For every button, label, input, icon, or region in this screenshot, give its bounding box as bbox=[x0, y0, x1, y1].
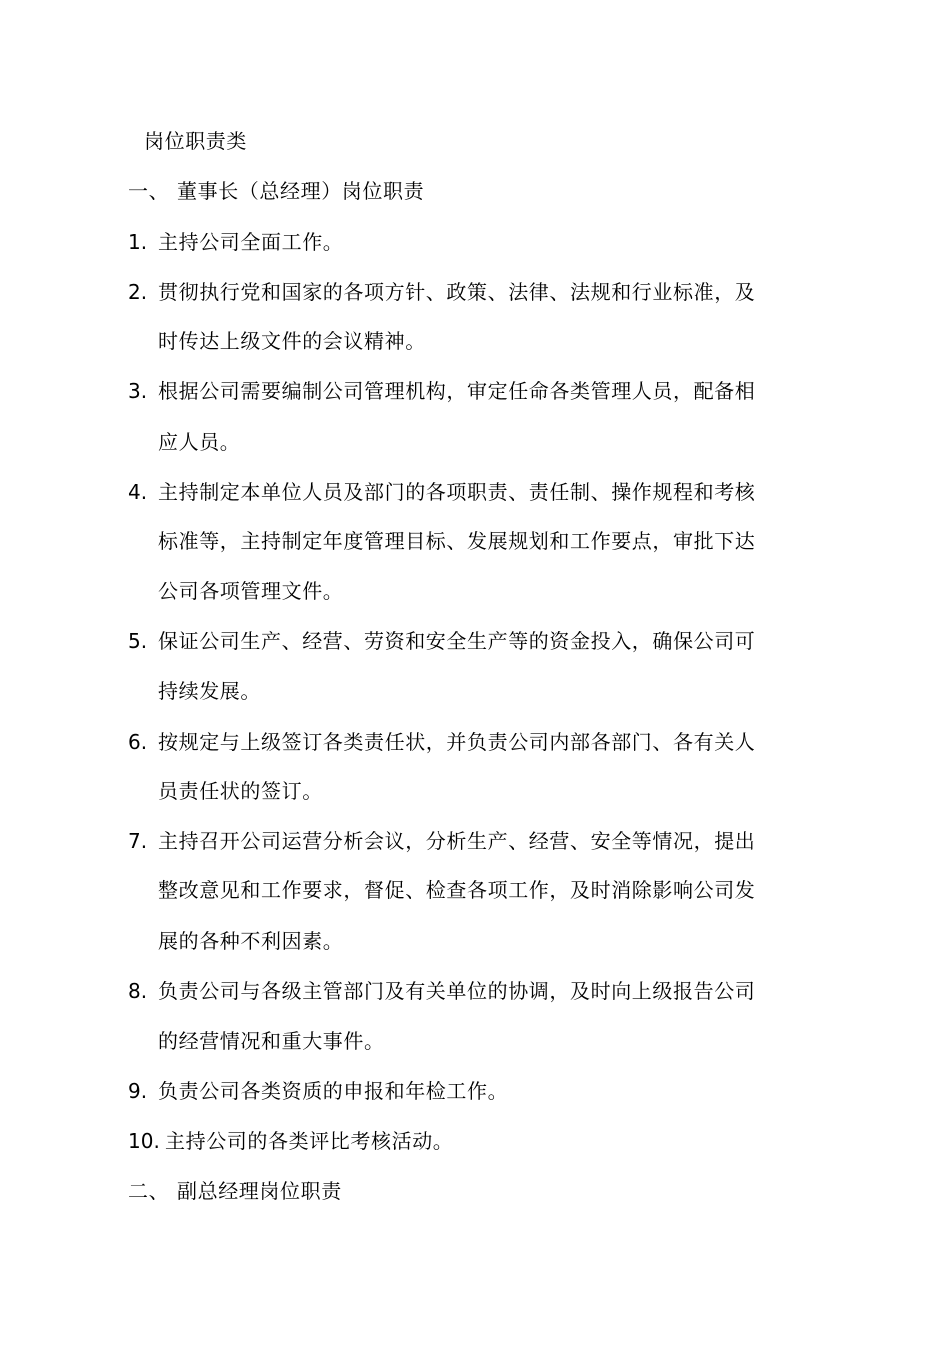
item-8-number: 8. bbox=[128, 979, 148, 1003]
item-6-number: 6. bbox=[128, 730, 148, 754]
item-4-text-line-3: 公司各项管理文件。 bbox=[158, 579, 344, 603]
item-9-number: 9. bbox=[128, 1079, 148, 1103]
item-10-number: 10. bbox=[128, 1129, 160, 1153]
document-title: 岗位职责类 bbox=[144, 129, 247, 153]
item-4-text-line-1: 主持制定本单位人员及部门的各项职责、责任制、操作规程和考核 bbox=[158, 480, 756, 504]
item-7-text-line-1: 主持召开公司运营分析会议，分析生产、经营、安全等情况，提出 bbox=[158, 829, 756, 853]
section-1-title: 董事长（总经理）岗位职责 bbox=[177, 179, 425, 203]
item-1-number: 1. bbox=[128, 230, 148, 254]
item-1-text: 主持公司全面工作。 bbox=[158, 230, 344, 254]
item-10-text: 主持公司的各类评比考核活动。 bbox=[165, 1129, 454, 1153]
item-5-text-line-1: 保证公司生产、经营、劳资和安全生产等的资金投入，确保公司可 bbox=[158, 629, 756, 653]
item-7-text-line-3: 展的各种不利因素。 bbox=[158, 929, 344, 953]
item-4-text-line-2: 标准等，主持制定年度管理目标、发展规划和工作要点，审批下达 bbox=[158, 529, 756, 553]
item-2-text-line-1: 贯彻执行党和国家的各项方针、政策、法律、法规和行业标准，及 bbox=[158, 280, 756, 304]
item-3-number: 3. bbox=[128, 379, 148, 403]
item-5-text-line-2: 持续发展。 bbox=[158, 679, 261, 703]
item-4-number: 4. bbox=[128, 480, 148, 504]
item-7-number: 7. bbox=[128, 829, 148, 853]
item-2-number: 2. bbox=[128, 280, 148, 304]
item-3-text-line-2: 应人员。 bbox=[158, 430, 241, 454]
item-2-text-line-2: 时传达上级文件的会议精神。 bbox=[158, 329, 426, 353]
item-3-text-line-1: 根据公司需要编制公司管理机构，审定任命各类管理人员，配备相 bbox=[158, 379, 756, 403]
item-5-number: 5. bbox=[128, 629, 148, 653]
item-8-text-line-1: 负责公司与各级主管部门及有关单位的协调，及时向上级报告公司 bbox=[158, 979, 756, 1003]
section-2-marker: 二、 bbox=[128, 1179, 170, 1203]
item-7-text-line-2: 整改意见和工作要求，督促、检查各项工作，及时消除影响公司发 bbox=[158, 878, 756, 902]
item-9-text: 负责公司各类资质的申报和年检工作。 bbox=[158, 1079, 509, 1103]
item-6-text-line-2: 员责任状的签订。 bbox=[158, 779, 323, 803]
section-1-marker: 一、 bbox=[128, 179, 170, 203]
item-6-text-line-1: 按规定与上级签订各类责任状，并负责公司内部各部门、各有关人 bbox=[158, 730, 756, 754]
section-2-title: 副总经理岗位职责 bbox=[177, 1179, 342, 1203]
item-8-text-line-2: 的经营情况和重大事件。 bbox=[158, 1029, 385, 1053]
